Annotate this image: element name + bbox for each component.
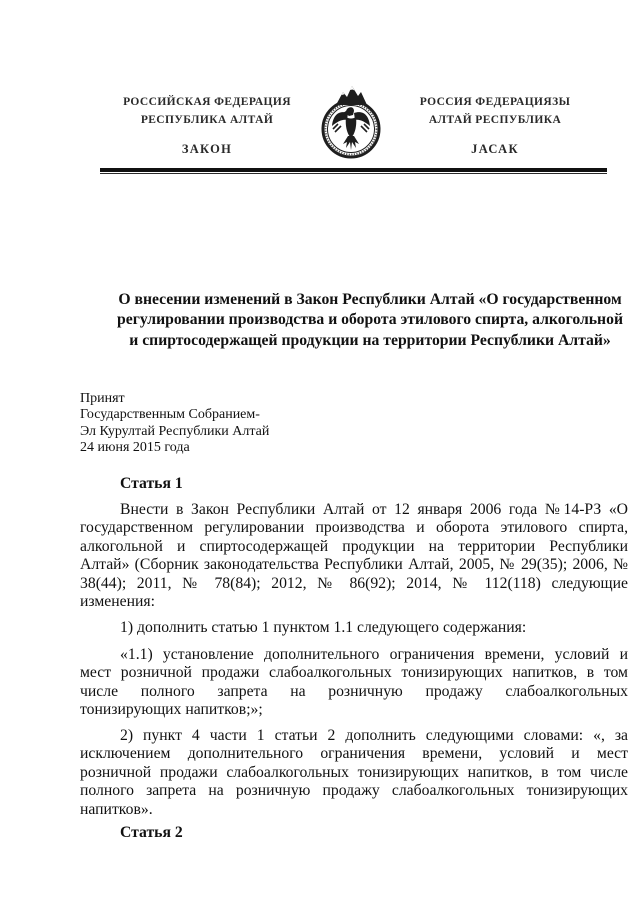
article-1-item-2 (80, 727, 628, 819)
emblem-graphic (319, 82, 383, 164)
paragraph-line: тонизирующих напитков;»; (80, 701, 263, 719)
paragraph-line: числе полного запрета на розничную продажу слабоалкогольных (80, 682, 628, 700)
header-left-country: РОССИЙСКАЯ ФЕДЕРАЦИЯ (123, 96, 291, 108)
adoption-line: Эл Курултай Республики Алтай (80, 423, 270, 439)
paragraph-line: полного запрета на розничную продажу слабоалкогольных тонизирующих (80, 782, 628, 800)
altai-republic-emblem-icon (319, 82, 383, 164)
paragraph-line: алкогольной и спиртосодержащей продукции на территории Республики (80, 537, 628, 555)
paragraph-line: Алтай» (Сборник законодательства Республики Алтай, 2005, № 29(35); 2006, № (80, 556, 628, 574)
adoption-line: Государственным Собранием- (80, 407, 260, 423)
header-right-country: РОССИЯ ФЕДЕРАЦИЯЗЫ (419, 96, 571, 108)
article-2-heading: Статья 2 (120, 824, 183, 841)
header-left-doc-type: ЗАКОН (181, 142, 233, 156)
paragraph-line: 2) пункт 4 части 1 статьи 2 дополнить следующими словами: «, за (120, 727, 628, 744)
header-divider (100, 168, 607, 174)
law-title (102, 290, 638, 351)
adoption-line: Принят (80, 391, 125, 406)
paragraph-line: розничной продажи слабоалкогольных тонизирующих напитков, в том числе (80, 763, 628, 781)
header-right-doc-type: ЈАСАК (471, 142, 519, 156)
law-title-line: и спиртосодержащей продукции на территории Республики Алтай» (129, 331, 611, 349)
paragraph-line: мест розничной продажи слабоалкогольных тонизирующих напитков, в том (80, 664, 628, 682)
paragraph-line: 38(44); 2011, № 78(84); 2012, № 86(92); 2014, № 112(118) следующие (80, 574, 628, 592)
law-title-line: О внесении изменений в Закон Республики Алтай «О государственном (118, 291, 622, 308)
article-1-item-1 (80, 619, 628, 637)
article-1-heading: Статья 1 (120, 475, 183, 492)
article-1-intro-paragraph (80, 501, 628, 611)
paragraph-line: напитков». (80, 800, 153, 818)
paragraph-line: Внести в Закон Республики Алтай от 12 января 2006 года №14-РЗ «О (120, 501, 628, 518)
header-left-republic: РЕСПУБЛИКА АЛТАЙ (140, 114, 274, 126)
paragraph-line: «1.1) установление дополнительного ограничения времени, условий и (120, 646, 628, 663)
header-right-republic: АЛТАЙ РЕСПУБЛИКА (428, 114, 562, 126)
paragraph-line: исключением дополнительного ограничения времени, условий и мест (80, 745, 628, 763)
adoption-date: 24 июня 2015 года (80, 440, 190, 456)
paragraph-line: государственном регулировании производства и оборота этилового спирта, (80, 519, 628, 537)
paragraph-line: 1) дополнить статью 1 пунктом 1.1 следующего содержания: (120, 619, 527, 636)
adoption-info (80, 391, 269, 457)
article-1-item-1-1-quote (80, 646, 628, 720)
law-title-line: регулировании производства и оборота этилового спирта, алкогольной (117, 311, 623, 329)
paragraph-line: изменения: (80, 593, 155, 611)
